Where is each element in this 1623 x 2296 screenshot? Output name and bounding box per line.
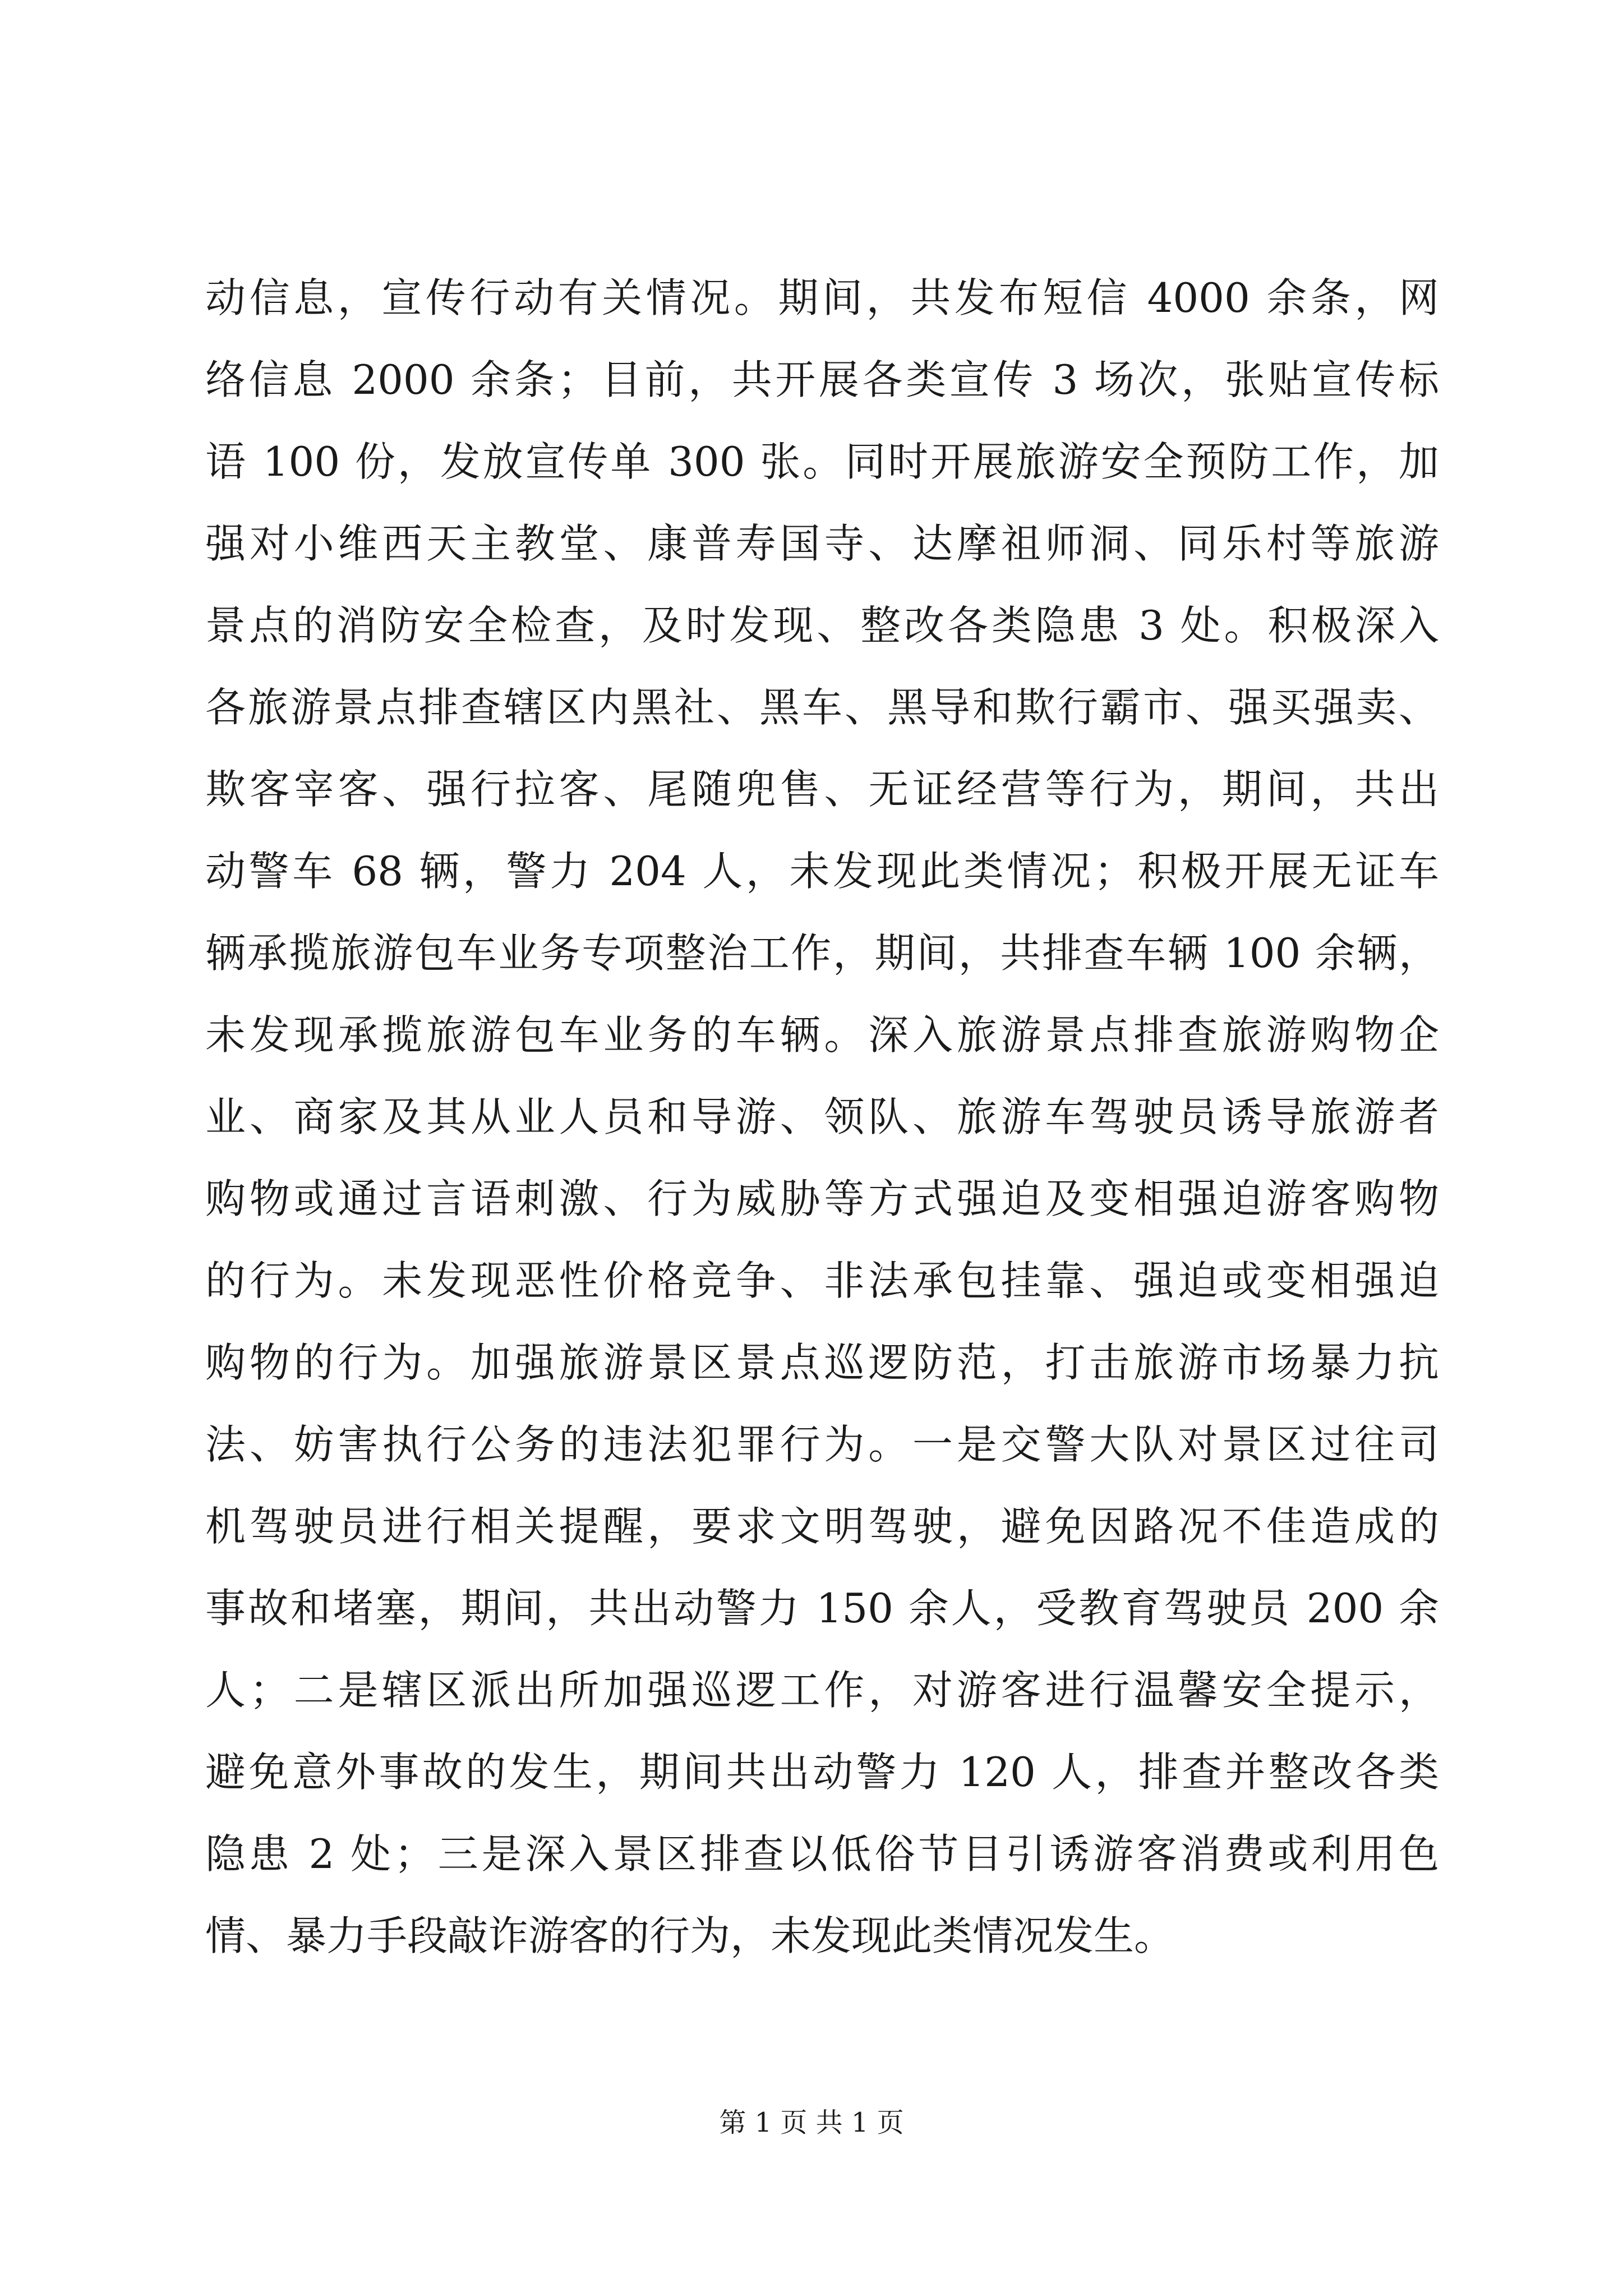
text-line: 强对小维西天主教堂、康普寿国寺、达摩祖师洞、同乐村等旅游 <box>205 520 1439 567</box>
text-line: 隐患 2 处；三是深入景区排查以低俗节目引诱游客消费或利用色 <box>205 1830 1439 1878</box>
text-line: 语 100 份，发放宣传单 300 张。同时开展旅游安全预防工作，加 <box>205 438 1439 485</box>
text-line: 各旅游景点排查辖区内黑社、黑车、黑导和欺行霸市、强买强卖、 <box>205 684 1439 731</box>
text-line: 的行为。未发现恶性价格竞争、非法承包挂靠、强迫或变相强迫 <box>205 1257 1439 1304</box>
text-line: 业、商家及其从业人员和导游、领队、旅游车驾驶员诱导旅游者 <box>205 1093 1439 1140</box>
page-footer: 第 1 页 共 1 页 <box>719 2107 904 2138</box>
text-line: 络信息 2000 余条；目前，共开展各类宣传 3 场次，张贴宣传标 <box>205 356 1439 403</box>
text-line: 人；二是辖区派出所加强巡逻工作，对游客进行温馨安全提示， <box>205 1667 1439 1714</box>
text-line: 机驾驶员进行相关提醒，要求文明驾驶，避免因路况不佳造成的 <box>205 1503 1439 1550</box>
text-line: 购物的行为。加强旅游景区景点巡逻防范，打击旅游市场暴力抗 <box>205 1339 1439 1386</box>
text-line: 动警车 68 辆，警力 204 人，未发现此类情况；积极开展无证车 <box>205 848 1439 895</box>
text-line: 法、妨害执行公务的违法犯罪行为。一是交警大队对景区过往司 <box>205 1421 1439 1468</box>
text-line: 欺客宰客、强行拉客、尾随兜售、无证经营等行为，期间，共出 <box>205 766 1439 813</box>
text-line: 避免意外事故的发生，期间共出动警力 120 人，排查并整改各类 <box>205 1749 1439 1796</box>
text-line: 事故和堵塞，期间，共出动警力 150 余人，受教育驾驶员 200 余 <box>205 1585 1439 1632</box>
text-line: 情、暴力手段敲诈游客的行为，未发现此类情况发生。 <box>205 1912 1175 1959</box>
text-line: 购物或通过言语刺激、行为威胁等方式强迫及变相强迫游客购物 <box>205 1175 1439 1222</box>
text-line: 辆承揽旅游包车业务专项整治工作，期间，共排查车辆 100 余辆， <box>205 930 1439 977</box>
body-paragraph <box>205 257 1439 1977</box>
text-line: 景点的消防安全检查，及时发现、整改各类隐患 3 处。积极深入 <box>205 602 1439 649</box>
text-line: 未发现承揽旅游包车业务的车辆。深入旅游景点排查旅游购物企 <box>205 1011 1439 1059</box>
text-line: 动信息，宣传行动有关情况。期间，共发布短信 4000 余条，网 <box>205 274 1439 321</box>
